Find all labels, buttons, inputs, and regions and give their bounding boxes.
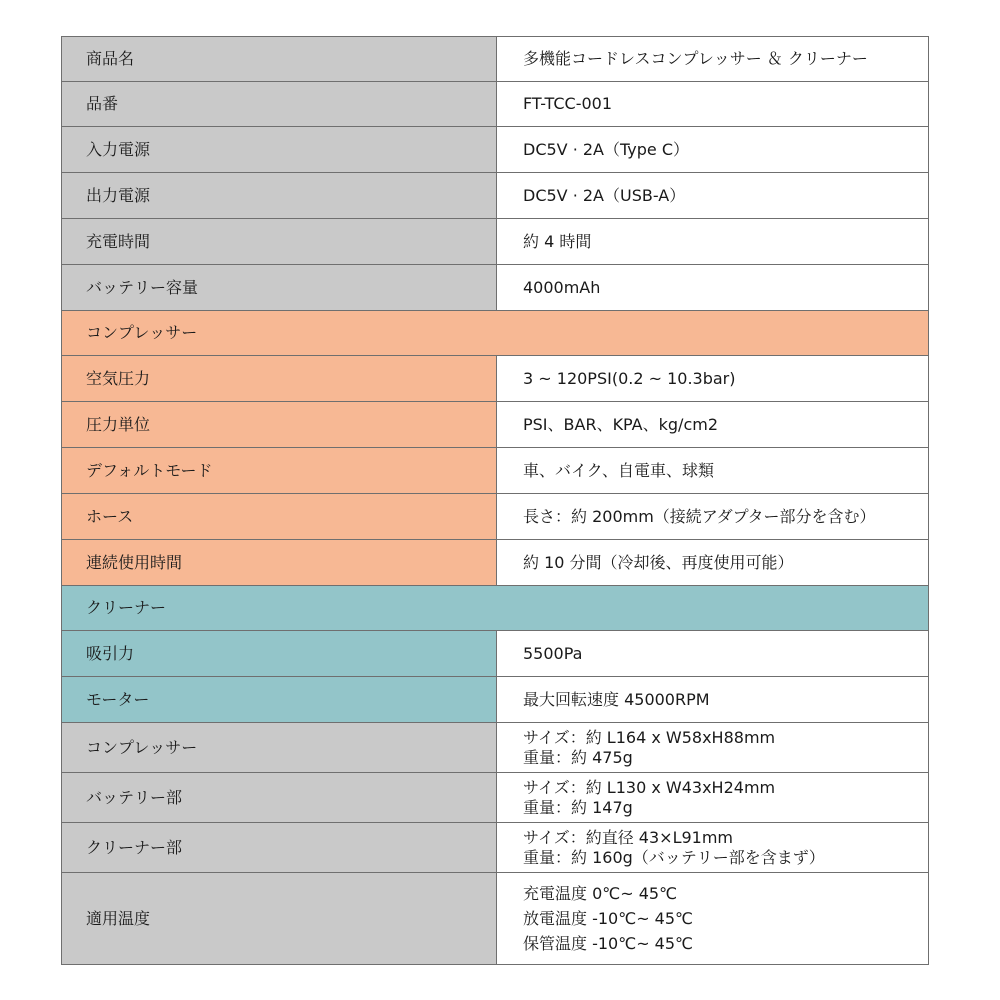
spec-value: [497, 494, 929, 540]
spec-label: 入力電源: [62, 127, 497, 173]
spec-row: [62, 631, 929, 677]
spec-value: [497, 873, 929, 965]
spec-value-line: 3 ~ 120PSI(0.2 ~ 10.3bar): [523, 368, 736, 388]
spec-label: 商品名: [62, 37, 497, 82]
spec-value: [497, 173, 929, 219]
spec-label: 品番: [62, 82, 497, 127]
spec-row: [62, 356, 929, 402]
spec-label: 適用温度: [62, 873, 497, 965]
spec-value-line: 車、バイク、自電車、球類: [523, 460, 715, 480]
spec-value-line: 放電温度 -10℃~ 45℃: [523, 909, 694, 928]
spec-label: クリーナー部: [62, 823, 497, 873]
spec-row: [62, 494, 929, 540]
spec-value: [497, 127, 929, 173]
spec-value-line: 約 4 時間: [523, 231, 592, 251]
spec-value-line: サイズ：約 L164 x W58xH88mm: [523, 728, 776, 748]
spec-value-line: 充電温度 0℃~ 45℃: [523, 884, 678, 903]
spec-value: [497, 677, 929, 723]
spec-row: [62, 219, 929, 265]
spec-value: [497, 631, 929, 677]
spec-value-line: 重量：約 147g: [523, 797, 633, 817]
spec-row: [62, 823, 929, 873]
spec-value-line: PSI、BAR、KPA、kg/cm2: [523, 414, 719, 434]
spec-row: [62, 37, 929, 82]
spec-label: ホース: [62, 494, 497, 540]
spec-value-line: サイズ：約 L130 x W43xH24mm: [523, 778, 776, 798]
spec-value-line: DC5V · 2A（USB-A）: [523, 185, 686, 205]
spec-row: [62, 82, 929, 127]
spec-value: [497, 356, 929, 402]
spec-value-line: 重量：約 160g（バッテリー部を含まず）: [523, 847, 825, 867]
spec-value: [497, 773, 929, 823]
spec-row: [62, 173, 929, 219]
spec-value-line: FT-TCC-001: [523, 94, 613, 114]
spec-row: [62, 723, 929, 773]
spec-label: コンプレッサー: [62, 723, 497, 773]
spec-value-line: 約 10 分間（冷却後、再度使用可能）: [523, 552, 794, 572]
spec-value-line: 4000mAh: [523, 277, 601, 297]
spec-label: バッテリー部: [62, 773, 497, 823]
spec-label: モーター: [62, 677, 497, 723]
spec-value-line: DC5V · 2A（Type C）: [523, 139, 690, 159]
spec-row: [62, 448, 929, 494]
spec-value: [497, 540, 929, 586]
spec-value-line: 重量：約 475g: [523, 747, 633, 767]
spec-value-line: 5500Pa: [523, 643, 583, 663]
section-header-row: [62, 311, 929, 356]
spec-label: 空気圧力: [62, 356, 497, 402]
spec-label: 充電時間: [62, 219, 497, 265]
section-header-row: [62, 586, 929, 631]
spec-label: 出力電源: [62, 173, 497, 219]
spec-value: [497, 448, 929, 494]
spec-value: [497, 219, 929, 265]
spec-label: 吸引力: [62, 631, 497, 677]
spec-label: バッテリー容量: [62, 265, 497, 311]
spec-value: [497, 723, 929, 773]
spec-value-line: 最大回転速度 45000RPM: [523, 689, 710, 709]
spec-label: 連続使用時間: [62, 540, 497, 586]
spec-value: [497, 402, 929, 448]
spec-row: [62, 127, 929, 173]
spec-label: 圧力単位: [62, 402, 497, 448]
spec-row: [62, 677, 929, 723]
spec-value: [497, 82, 929, 127]
spec-value-line: 保管温度 -10℃~ 45℃: [523, 934, 694, 953]
spec-value-line: 長さ：約 200mm（接続アダプター部分を含む）: [523, 506, 876, 526]
spec-row: [62, 540, 929, 586]
section-header-label: コンプレッサー: [62, 311, 929, 356]
spec-row: [62, 873, 929, 965]
spec-row: [62, 402, 929, 448]
spec-label: デフォルトモード: [62, 448, 497, 494]
spec-value: [497, 37, 929, 82]
spec-value: [497, 823, 929, 873]
spec-value: [497, 265, 929, 311]
spec-value-line: 多機能コードレスコンプレッサー ＆ クリーナー: [523, 49, 868, 69]
spec-table: [61, 36, 929, 965]
spec-row: [62, 265, 929, 311]
spec-value-line: サイズ：約直径 43×L91mm: [523, 828, 734, 848]
spec-row: [62, 773, 929, 823]
section-header-label: クリーナー: [62, 586, 929, 631]
